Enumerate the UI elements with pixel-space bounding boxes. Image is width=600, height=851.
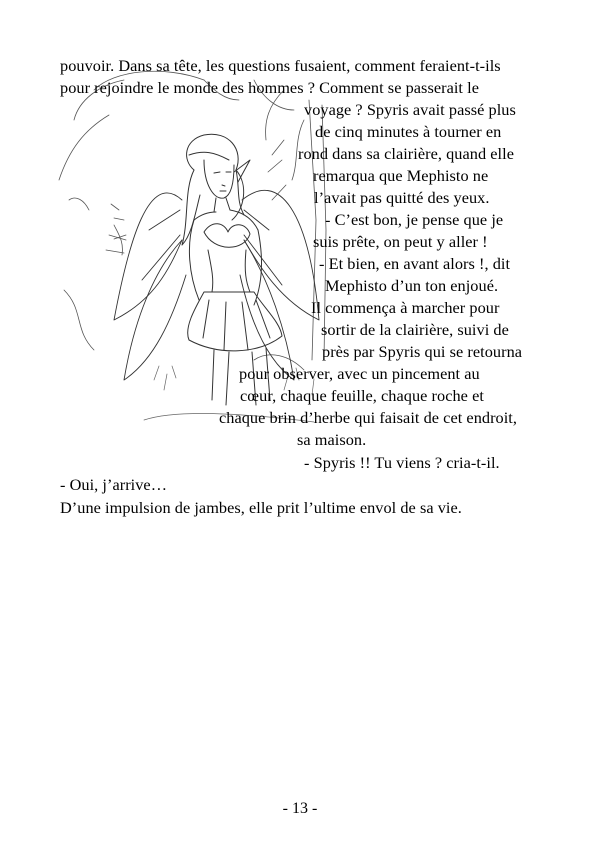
text-line-18: sa maison. [297, 430, 367, 449]
text-line-17: chaque brin d’herbe qui faisait de cet endroit, [219, 408, 518, 427]
text-line-15: pour observer, avec un pincement au [239, 364, 480, 383]
fairy-wings [114, 190, 319, 380]
text-line-19: - Spyris !! Tu viens ? cria-t-il. [304, 453, 500, 472]
text-line-9: suis prête, on peut y aller ! [313, 232, 488, 251]
text-line-10: - Et bien, en avant alors !, dit [319, 254, 511, 273]
text-line-20: - Oui, j’arrive… [60, 475, 168, 494]
text-line-16: cœur, chaque feuille, chaque roche et [240, 386, 484, 405]
text-line-11: Mephisto d’un ton enjoué. [325, 276, 499, 295]
text-line-3: voyage ? Spyris avait passé plus [304, 100, 516, 119]
text-line-4: de cinq minutes à tourner en [315, 122, 502, 141]
forest-trees [59, 71, 326, 370]
text-line-13: sortir de la clairière, suivi de [321, 320, 509, 339]
text-line-1: pouvoir. Dans sa tête, les questions fusaient, comment feraient-t-ils [60, 56, 501, 75]
text-line-8: - C’est bon, je pense que je [325, 210, 504, 229]
text-line-6: remarqua que Mephisto ne [313, 166, 489, 185]
text-line-21: D’une impulsion de jambes, elle prit l’ultime envol de sa vie. [60, 498, 462, 517]
text-line-12: Il commença à marcher pour [311, 298, 500, 317]
text-line-5: rond dans sa clairière, quand elle [298, 144, 514, 163]
text-line-14: près par Spyris qui se retourna [322, 342, 523, 361]
text-line-7: l’avait pas quitté des yeux. [314, 188, 490, 207]
text-line-2: pour rejoindre le monde des hommes ? Comment se passerait le [60, 78, 479, 97]
page-number: - 13 - [282, 800, 318, 817]
